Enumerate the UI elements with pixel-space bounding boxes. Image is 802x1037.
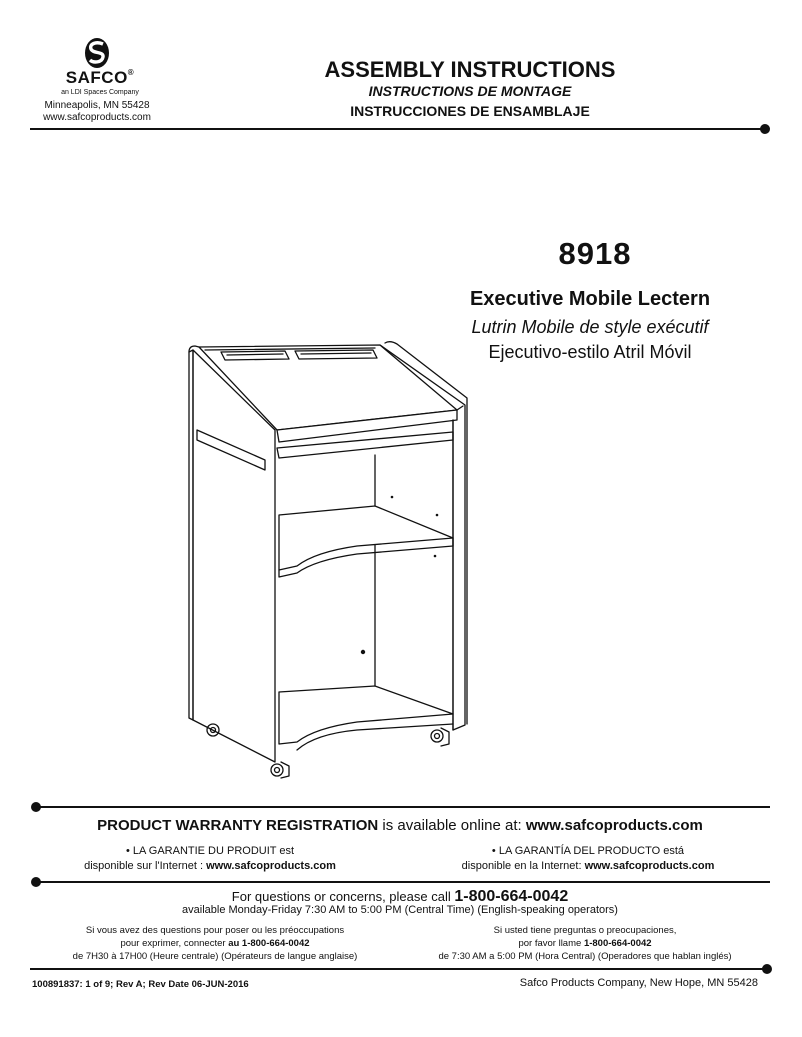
warranty-es-url[interactable]: www.safcoproducts.com [584, 860, 715, 872]
warranty-url[interactable]: www.safcoproducts.com [525, 817, 703, 834]
company-address: Safco Products Company, New Hope, MN 55428 [519, 977, 758, 989]
brand-website: www.safcoproducts.com [43, 112, 151, 123]
warranty-middle: is available online at: [378, 817, 526, 834]
warranty-bold-lead: PRODUCT WARRANTY REGISTRATION [97, 817, 379, 834]
contact-fr-phone: au 1-800-664-0042 [228, 938, 310, 949]
lectern-illustration [185, 330, 475, 790]
warranty-es-line1: • LA GARANTÍA DEL PRODUCTO está [491, 845, 685, 857]
contact-es [400, 924, 770, 963]
contact-phone[interactable]: 1-800-664-0042 [454, 888, 569, 905]
contact-fr [30, 924, 400, 963]
title-en: ASSEMBLY INSTRUCTIONS [324, 57, 616, 82]
brand-tagline: an LDI Spaces Company [61, 89, 139, 96]
contact-es-prefix: por favor llame [518, 938, 584, 949]
contact-fr-line1: Si vous avez des questions pour poser ou les préoccupations [85, 925, 345, 936]
warranty-rule-bottom [36, 881, 770, 883]
contact-lead: For questions or concerns, please call [231, 889, 455, 904]
warranty-rule-top-dot [31, 802, 41, 812]
warranty-es [418, 844, 758, 874]
header-rule [30, 128, 766, 130]
header-rule-dot [760, 124, 770, 134]
model-number: 8918 [558, 236, 632, 271]
safco-s-logo-icon [82, 36, 112, 70]
warranty-fr-prefix: disponible sur l'Internet : [84, 860, 207, 872]
safco-logo [82, 36, 112, 70]
contact-fr-line3: de 7H30 à 17H00 (Heure centrale) (Opérateurs de langue anglaise) [72, 951, 358, 962]
product-name-es: Ejecutivo-estilo Atril Móvil [488, 342, 692, 362]
brand-name: SAFCO [65, 68, 128, 87]
brand-city: Minneapolis, MN 55428 [44, 100, 150, 111]
contact-es-line1: Si usted tiene preguntas o preocupaciones, [493, 925, 677, 936]
footer-rule-dot [762, 964, 772, 974]
brand-registered-mark: ® [127, 68, 135, 77]
product-name-fr: Lutrin Mobile de style exécutif [471, 317, 709, 337]
warranty-fr [40, 844, 380, 874]
warranty-headline [30, 817, 770, 834]
product-name-en: Executive Mobile Lectern [469, 288, 711, 310]
warranty-fr-url[interactable]: www.safcoproducts.com [206, 860, 336, 872]
contact-fr-prefix: pour exprimer, connecter [120, 938, 229, 949]
title-fr: INSTRUCTIONS DE MONTAGE [368, 83, 572, 99]
warranty-rule-top [36, 806, 770, 808]
warranty-rule-bottom-dot [31, 877, 41, 887]
doc-info: 100891837: 1 of 9; Rev A; Rev Date 06-JUN-2016 [32, 979, 249, 990]
title-es: INSTRUCCIONES DE ENSAMBLAJE [350, 103, 590, 119]
warranty-es-prefix: disponible en la Internet: [461, 860, 585, 872]
contact-es-line3: de 7:30 AM a 5:00 PM (Hora Central) (Operadores que hablan inglés) [438, 951, 732, 962]
warranty-fr-line1: • LA GARANTIE DU PRODUIT est [125, 845, 295, 857]
footer-rule [30, 968, 766, 970]
contact-hours: available Monday-Friday 7:30 AM to 5:00 PM (Central Time) (English-speaking operators) [182, 904, 618, 916]
contact-es-phone: 1-800-664-0042 [583, 938, 652, 949]
